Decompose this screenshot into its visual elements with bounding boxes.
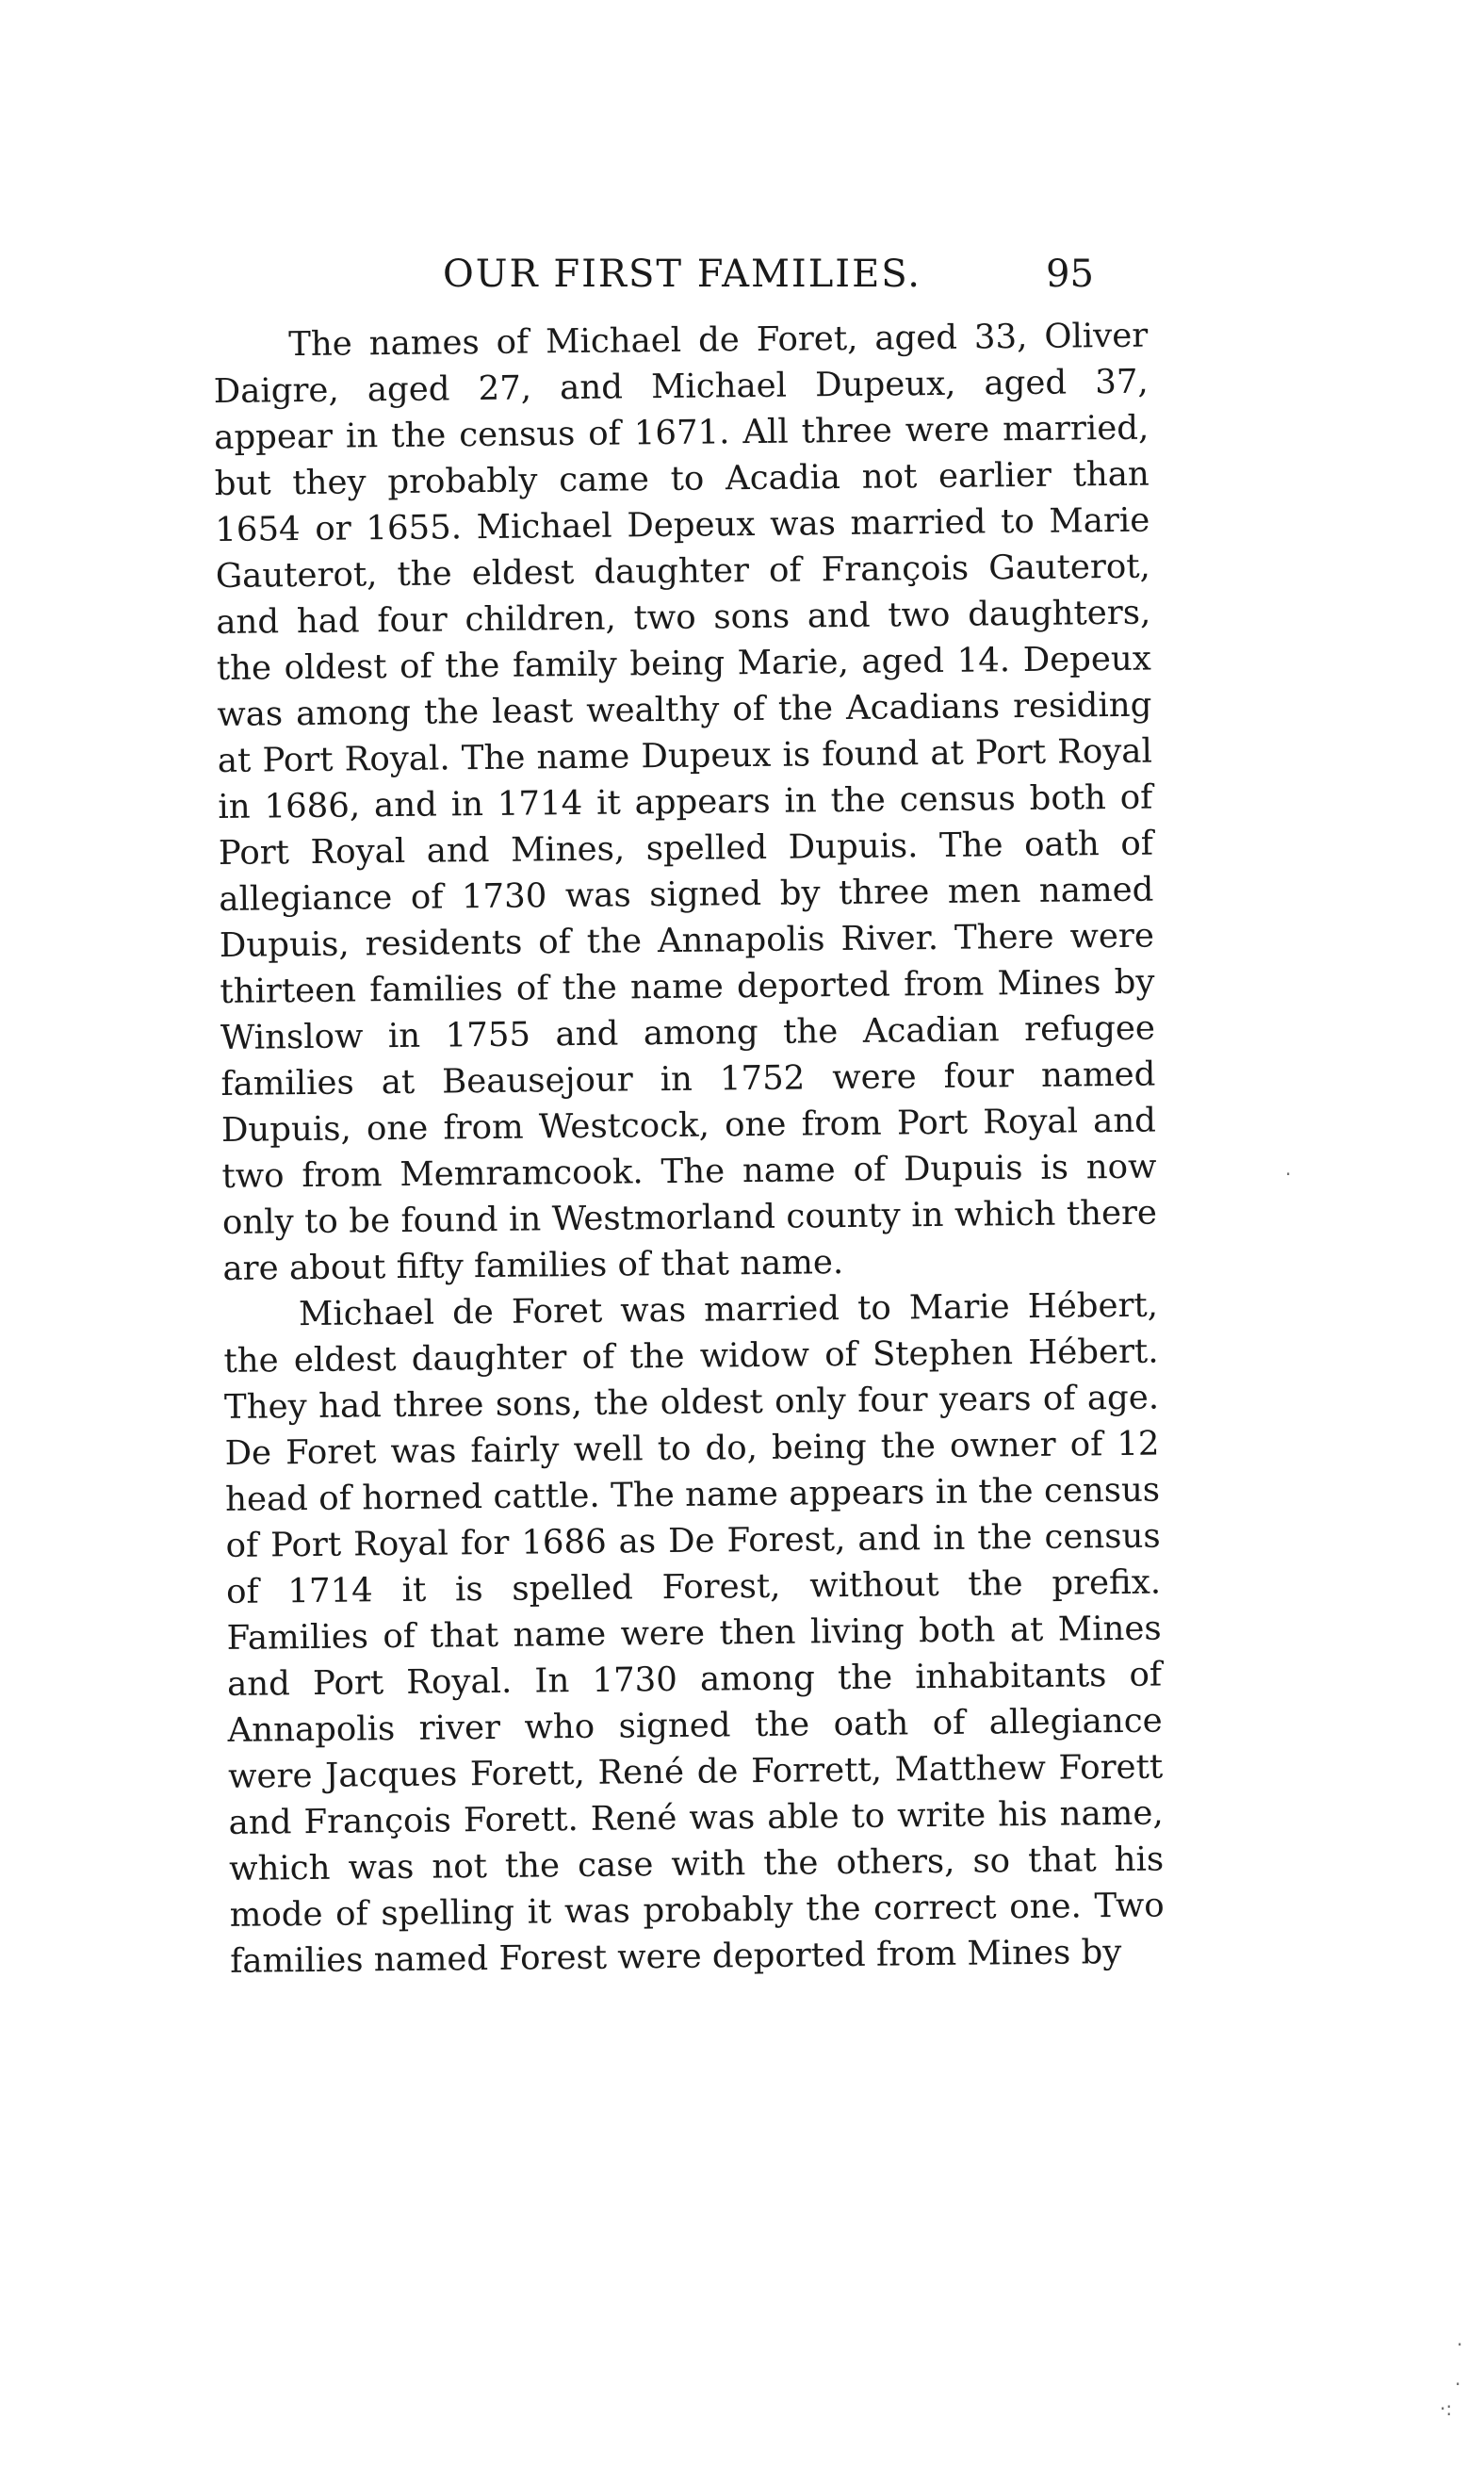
paragraph-de-foret: Michael de Foret was married to Marie Hébert, the eldest daughter of the widow of Stephen Hébert. They had three sons, the oldest only four years of age. De Foret was fairly well to do, being the owner of 12 head of horned cattle. The name appears in the census of Port Royal for 1686 as De Forest, and in the census of 1714 it is spelled Forest, without the prefix. Families of that name were then living both at Mines and Port Royal. In 1730 among the inhabitants of Annapolis river who signed the oath of allegiance were Jacques Forett, René de Forrett, Matthew Forett and François Forett. René was able to write his name, which was not the case with the others, so that his mode of spelling it was probably the correct one. Two families named Forest were deported from Mines by — [223, 1285, 1165, 1981]
running-title: OUR FIRST FAMILIES. — [443, 253, 921, 296]
scan-speck: ·: — [1440, 2397, 1453, 2420]
page-header — [213, 253, 1155, 309]
body-text — [213, 313, 1165, 1985]
paragraph-dupeux: The names of Michael de Foret, aged 33, Oliver Daigre, aged 27, and Michael Dupeux, aged 37, appear in the census of 1671. All three were married, but they probably came to Acadia not earlier than 1654 or 1655. Michael Depeux was married to Marie Gauterot, the eldest daughter of François Gauterot, and had four children, two sons and two daughters, the oldest of the family being Marie, aged 14. Depeux was among the least wealthy of the Acadians residing at Port Royal. The name Dupeux is found at Port Royal in 1686, and in 1714 it appears in the census both of Port Royal and Mines, spelled Dupuis. The oath of allegiance of 1730 was signed by three men named Dupuis, residents of the Annapolis River. There were thirteen families of the name deported from Mines by Winslow in 1755 and among the Acadian refugee families at Beausejour in 1752 were four named Dupuis, one from Westcock, one from Port Royal and two from Memramcook. The name of Dupuis is now only to be found in Westmorland county in which there are about fifty families of that name. — [213, 316, 1158, 1288]
scan-speck: · — [1457, 2333, 1463, 2356]
scan-speck: · — [1455, 2373, 1461, 2395]
scan-speck: · — [1285, 1163, 1292, 1185]
page-number: 95 — [1046, 253, 1094, 296]
